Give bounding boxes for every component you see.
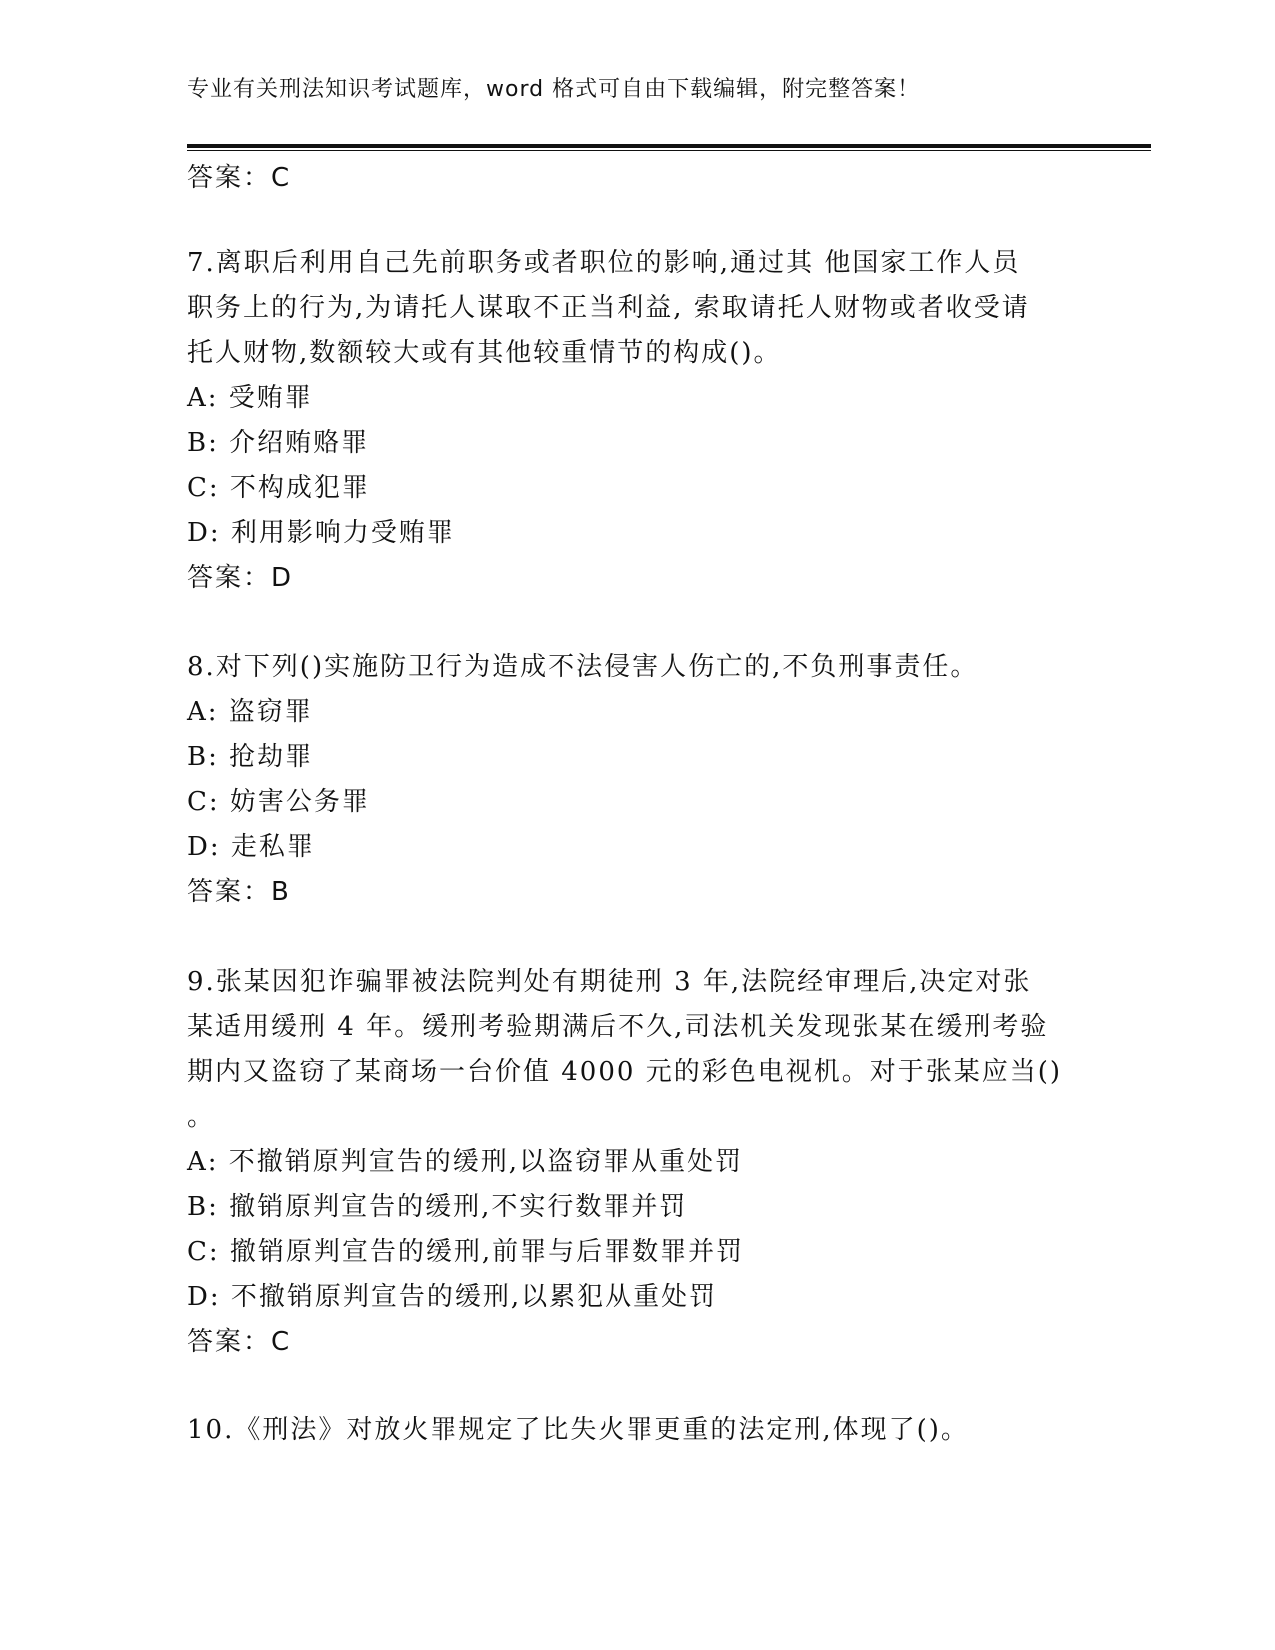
question-9-option-d: D: 不撤销原判宣告的缓刑,以累犯从重处罚 — [187, 1282, 718, 1312]
question-8-option-d: D: 走私罪 — [187, 832, 315, 862]
question-8-option-a: A: 盗窃罪 — [187, 697, 313, 727]
question-9-option-a: A: 不撤销原判宣告的缓刑,以盗窃罪从重处罚 — [187, 1147, 744, 1177]
question-8-line-1: 8.对下列()实施防卫行为造成不法侵害人伤亡的,不负刑事责任。 — [187, 652, 979, 682]
question-10-line-1: 10.《刑法》对放火罪规定了比失火罪更重的法定刑,体现了()。 — [187, 1415, 969, 1445]
header-rule-thick — [187, 144, 1151, 148]
answer-prev: 答案：C — [187, 163, 292, 193]
question-7-line-3: 托人财物,数额较大或有其他较重情节的构成()。 — [187, 338, 782, 368]
question-7-option-d: D: 利用影响力受贿罪 — [187, 518, 455, 548]
question-9-line-3: 期内又盗窃了某商场一台价值 4000 元的彩色电视机。对于张某应当() — [187, 1057, 1062, 1087]
question-8-option-b: B: 抢劫罪 — [187, 742, 314, 772]
question-9-option-c: C: 撤销原判宣告的缓刑,前罪与后罪数罪并罚 — [187, 1237, 745, 1267]
question-7-option-c: C: 不构成犯罪 — [187, 473, 370, 503]
question-8-answer: 答案：B — [187, 877, 291, 907]
header-text: 专业有关刑法知识考试题库，word 格式可自由下载编辑，附完整答案！ — [187, 77, 921, 102]
question-7-answer: 答案：D — [187, 563, 294, 593]
question-7-option-a: A: 受贿罪 — [187, 383, 313, 413]
question-9-line-4: 。 — [187, 1102, 216, 1132]
question-9-line-1: 9.张某因犯诈骗罪被法院判处有期徒刑 3 年,法院经审理后,决定对张 — [187, 967, 1032, 997]
question-9-option-b: B: 撤销原判宣告的缓刑,不实行数罪并罚 — [187, 1192, 688, 1222]
question-8-option-c: C: 妨害公务罪 — [187, 787, 370, 817]
question-9-line-2: 某适用缓刑 4 年。缓刑考验期满后不久,司法机关发现张某在缓刑考验 — [187, 1012, 1049, 1042]
question-7-option-b: B: 介绍贿赂罪 — [187, 428, 370, 458]
question-7-line-2: 职务上的行为,为请托人谋取不正当利益, 索取请托人财物或者收受请 — [187, 293, 1030, 323]
question-7-line-1: 7.离职后利用自己先前职务或者职位的影响,通过其 他国家工作人员 — [187, 248, 1021, 278]
header-rule-thin — [187, 150, 1151, 151]
question-9-answer: 答案：C — [187, 1327, 292, 1357]
